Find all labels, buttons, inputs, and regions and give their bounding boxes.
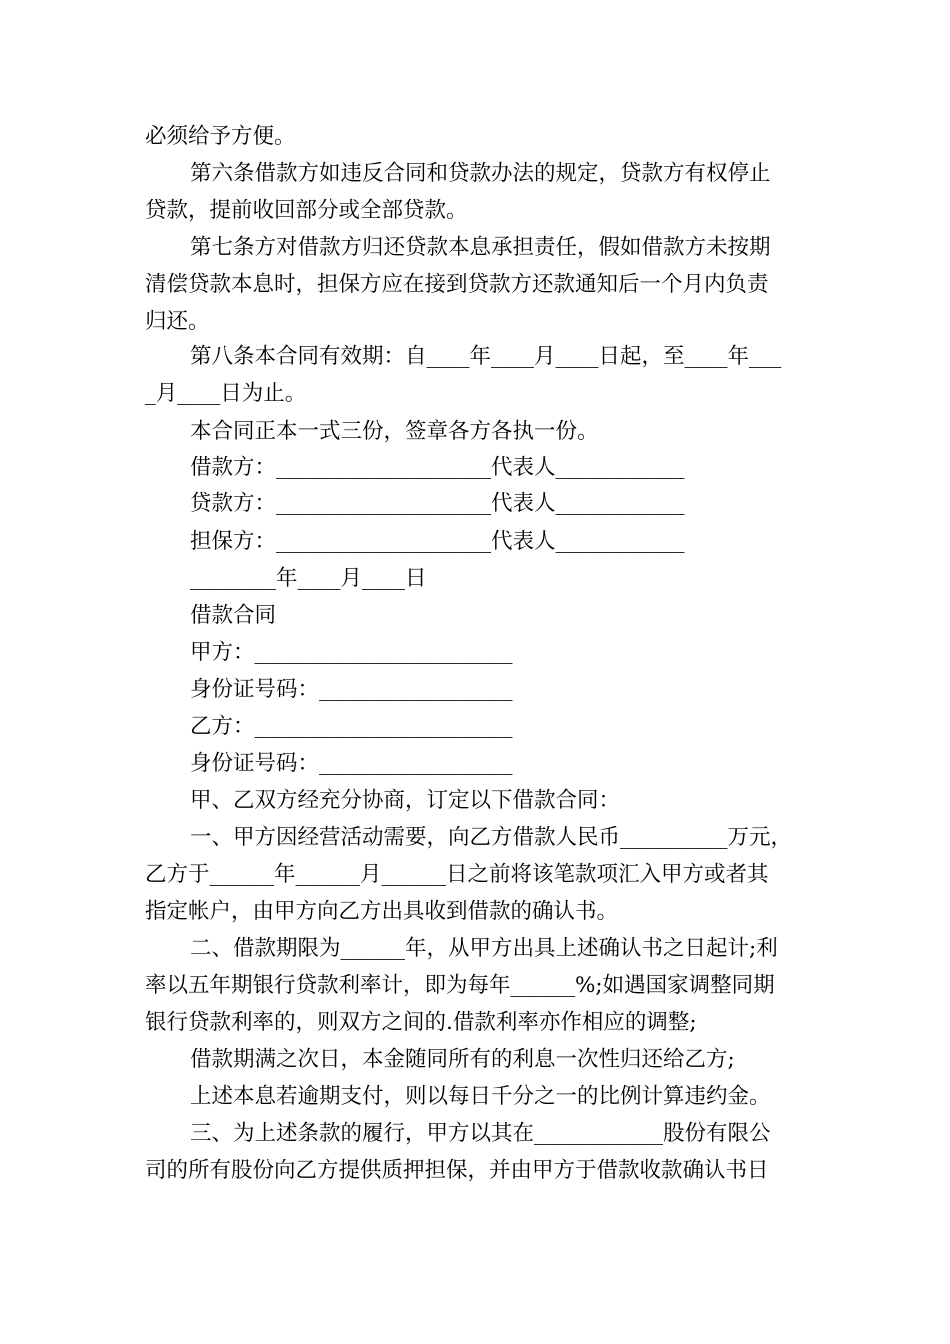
text-line: 三、为上述条款的履行，甲方以其在____________股份有限公 [190, 1121, 771, 1146]
text-line: 率以五年期银行贷款利率计，即为每年______%;如遇国家调整同期 [145, 973, 775, 998]
party-a-line: 甲方：________________________ [190, 640, 513, 665]
text-line: 司的所有股份向乙方提供质押担保，并由甲方于借款收款确认书日 [145, 1158, 769, 1183]
signature-line-borrower: 借款方：____________________代表人____________ [190, 455, 685, 480]
text-line: 归还。 [145, 309, 210, 334]
text-line: 第六条借款方如违反合同和贷款办法的规定，贷款方有权停止 [190, 161, 771, 186]
text-line: 清偿贷款本息时，担保方应在接到贷款方还款通知后一个月内负责 [145, 272, 769, 297]
text-line: 乙方于______年______月______日之前将该笔款项汇入甲方或者其 [145, 862, 769, 887]
text-line: 二、借款期限为______年，从甲方出具上述确认书之日起计;利 [190, 936, 778, 961]
text-line: 必须给予方便。 [145, 124, 296, 149]
text-line: 第八条本合同有效期：自____年____月____日起，至____年___ [190, 344, 782, 369]
text-line: _月____日为止。 [145, 381, 307, 406]
text-line: 甲、乙双方经充分协商，订定以下借款合同： [190, 788, 621, 813]
date-line: ________年____月____日 [190, 566, 427, 591]
text-line: 银行贷款利率的，则双方之间的.借款利率亦作相应的调整; [145, 1010, 697, 1035]
signature-line-guarantor: 担保方：____________________代表人____________ [190, 529, 685, 554]
text-line: 指定帐户，由甲方向乙方出具收到借款的确认书。 [145, 899, 619, 924]
party-b-id-line: 身份证号码：__________________ [190, 751, 513, 776]
party-a-id-line: 身份证号码：__________________ [190, 677, 513, 702]
text-line: 第七条方对借款方归还贷款本息承担责任，假如借款方未按期 [190, 235, 771, 260]
section-title: 借款合同 [190, 603, 277, 628]
text-line: 上述本息若逾期支付，则以每日千分之一的比例计算违约金。 [190, 1084, 771, 1109]
party-b-line: 乙方：________________________ [190, 714, 513, 739]
text-line: 借款期满之次日，本金随同所有的利息一次性归还给乙方; [190, 1047, 735, 1072]
text-line: 一、甲方因经营活动需要，向乙方借款人民币__________万元， [190, 825, 793, 850]
text-line: 本合同正本一式三份，签章各方各执一份。 [190, 419, 599, 444]
text-line: 贷款，提前收回部分或全部贷款。 [145, 198, 468, 223]
signature-line-lender: 贷款方：____________________代表人____________ [190, 491, 685, 516]
